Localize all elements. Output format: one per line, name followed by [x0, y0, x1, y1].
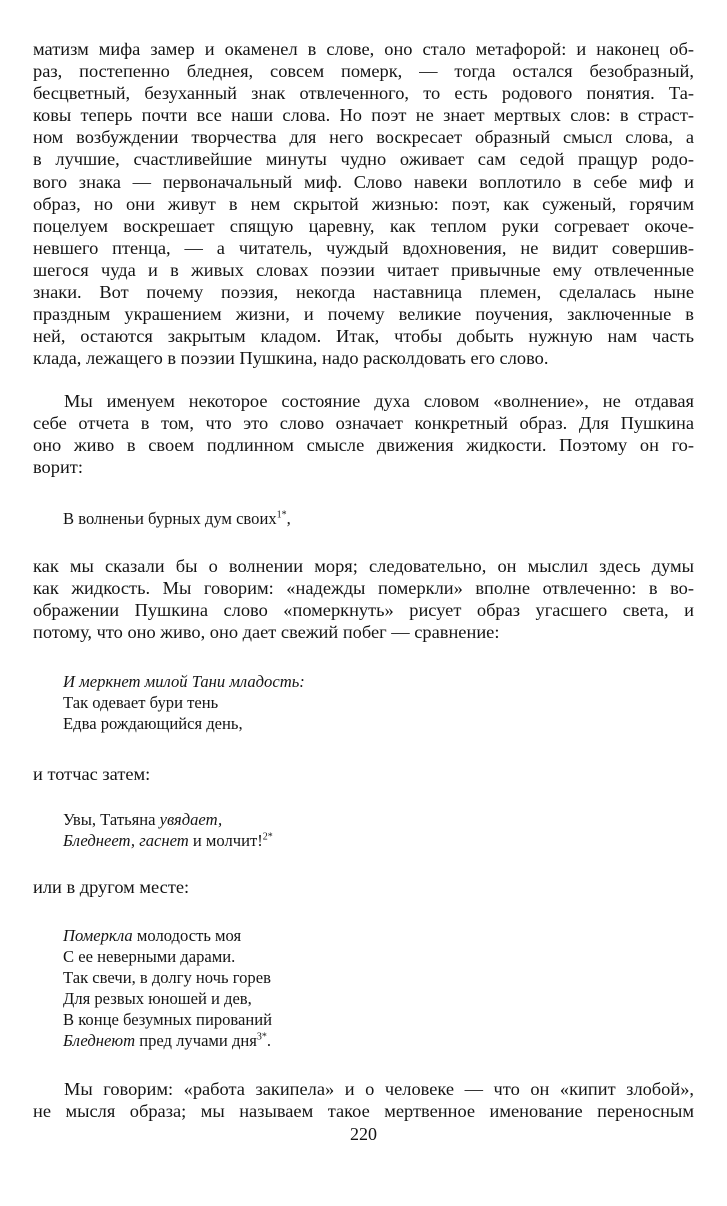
- verse-text: В волненьи бурных дум своих: [63, 509, 277, 528]
- paragraph: [33, 390, 694, 478]
- text-line: праздным украшением жизни, и почему великие поучения, заключенные в: [33, 304, 694, 325]
- verse-line: С ее неверными дарами.: [63, 947, 236, 967]
- text-line: знаки. Вот почему поэзия, некогда наставница племен, сделалась ныне: [33, 282, 694, 303]
- text-line: себе отчета в том, что это слово означает конкретный образ. Для Пушкина: [33, 413, 694, 434]
- text-line: оно живо в своем подлинном смысле движения жидкости. Поэтому он го-: [33, 435, 694, 456]
- verse-line: Так одевает бури тень: [63, 693, 219, 713]
- text-line: Мы именуем некоторое состояние духа словом «волнение», не отдавая: [64, 391, 694, 411]
- text-line: ней, остаются закрытым кладом. Итак, чтобы добыть нужную нам часть: [33, 326, 694, 347]
- verse-line: [63, 1030, 272, 1051]
- text-line: шегося чуда и в живых словах поэзии читает привычные ему отвлеченные: [33, 259, 694, 280]
- quote-block: [63, 809, 273, 851]
- text-line: не мысля образа; мы называем такое мертвенное именование переносным: [33, 1101, 694, 1122]
- text-line: образ, но они живут в нем скрытой жизнью: поэт, как суженый, горячим: [33, 193, 694, 214]
- verse-text: Увы, Татьяна: [63, 810, 160, 829]
- text-line: клада, лежащего в поэзии Пушкина, надо расколдовать его слово.: [33, 348, 549, 369]
- text-line: Мы говорим: «работа закипела» и о человеке — что он «кипит злобой»,: [64, 1079, 694, 1099]
- text-line: потому, что оно живо, оно дает свежий побег — сравнение:: [33, 622, 500, 643]
- page-number: 220: [350, 1124, 377, 1144]
- text-line: невшего птенца, — а читатель, чуждый вдохновения, не видит совершив-: [33, 237, 694, 258]
- text-line: как мы сказали бы о волнении моря; следовательно, он мыслил здесь думы: [33, 556, 694, 576]
- text-line: бесцветный, безуханный знак отвлеченного, то есть родового понятия. Та-: [33, 83, 694, 104]
- verse-line: [63, 809, 273, 830]
- text-line: поцелуем воскрешает спящую царевну, как теплом руки согревает окоче-: [33, 215, 694, 236]
- footnote-mark: 3*: [256, 1031, 267, 1043]
- verse-line: Так свечи, в долгу ночь горев: [63, 968, 271, 988]
- verse-line: [63, 925, 272, 946]
- verse-text: пред лучами дня: [135, 1031, 257, 1051]
- paragraph: [33, 555, 694, 643]
- verse-text-italic: Бледнеют: [63, 1031, 136, 1051]
- footnote-mark: 2*: [262, 831, 273, 843]
- verse-punct: .: [266, 1031, 272, 1051]
- text-line: или в другом месте:: [33, 877, 190, 897]
- text-line: ковы теперь почти все наши слова. Но поэт не знает мертвых слов: в страст-: [33, 105, 694, 126]
- text-line: и тотчас затем:: [33, 764, 151, 784]
- text-line: ображении Пушкина слово «померкнуть» рисует образ угасшего света, и: [33, 600, 694, 621]
- text-line: ном возбуждении творчества для него воскресает образный смысл слова, а: [33, 127, 694, 148]
- text-line: ворит:: [33, 457, 83, 478]
- quote-block: [63, 508, 291, 529]
- text-line: как жидкость. Мы говорим: «надежды померкли» вполне отвлеченно: в во-: [33, 578, 694, 599]
- verse-punct: ,: [286, 509, 291, 528]
- quote-block: [63, 925, 272, 1052]
- verse-text-italic: увядает,: [159, 810, 223, 829]
- verse-line: В конце безумных пирований: [63, 1010, 273, 1030]
- text-line: в лучшие, счастливейшие минуты чудно оживает сам седой пращур родо-: [33, 149, 694, 170]
- verse-line: [63, 508, 291, 529]
- verse-text-italic: Бледнеет, гаснет: [63, 831, 189, 851]
- text-line: матизм мифа замер и окаменел в слове, оно стало метафорой: и наконец об-: [33, 39, 694, 59]
- quote-block: [63, 671, 305, 734]
- verse-text: и молчит!: [188, 831, 263, 851]
- verse-text: молодость моя: [132, 926, 242, 945]
- verse-line: Для резвых юношей и дев,: [63, 989, 252, 1009]
- text-line: вого знака — первоначальный миф. Слово навеки воплотило в себе миф и: [33, 171, 694, 192]
- text-line: раз, постепенно бледнея, совсем померк, — тогда остался безобразный,: [33, 61, 694, 82]
- footnote-mark: 1*: [276, 509, 287, 521]
- verse-text-italic: Померкла: [63, 926, 133, 945]
- verse-line: И меркнет милой Тани младость:: [63, 672, 305, 691]
- verse-line: [63, 830, 273, 851]
- paragraph: [33, 38, 694, 369]
- paragraph: [33, 1078, 694, 1122]
- verse-line: Едва рождающийся день,: [63, 714, 243, 734]
